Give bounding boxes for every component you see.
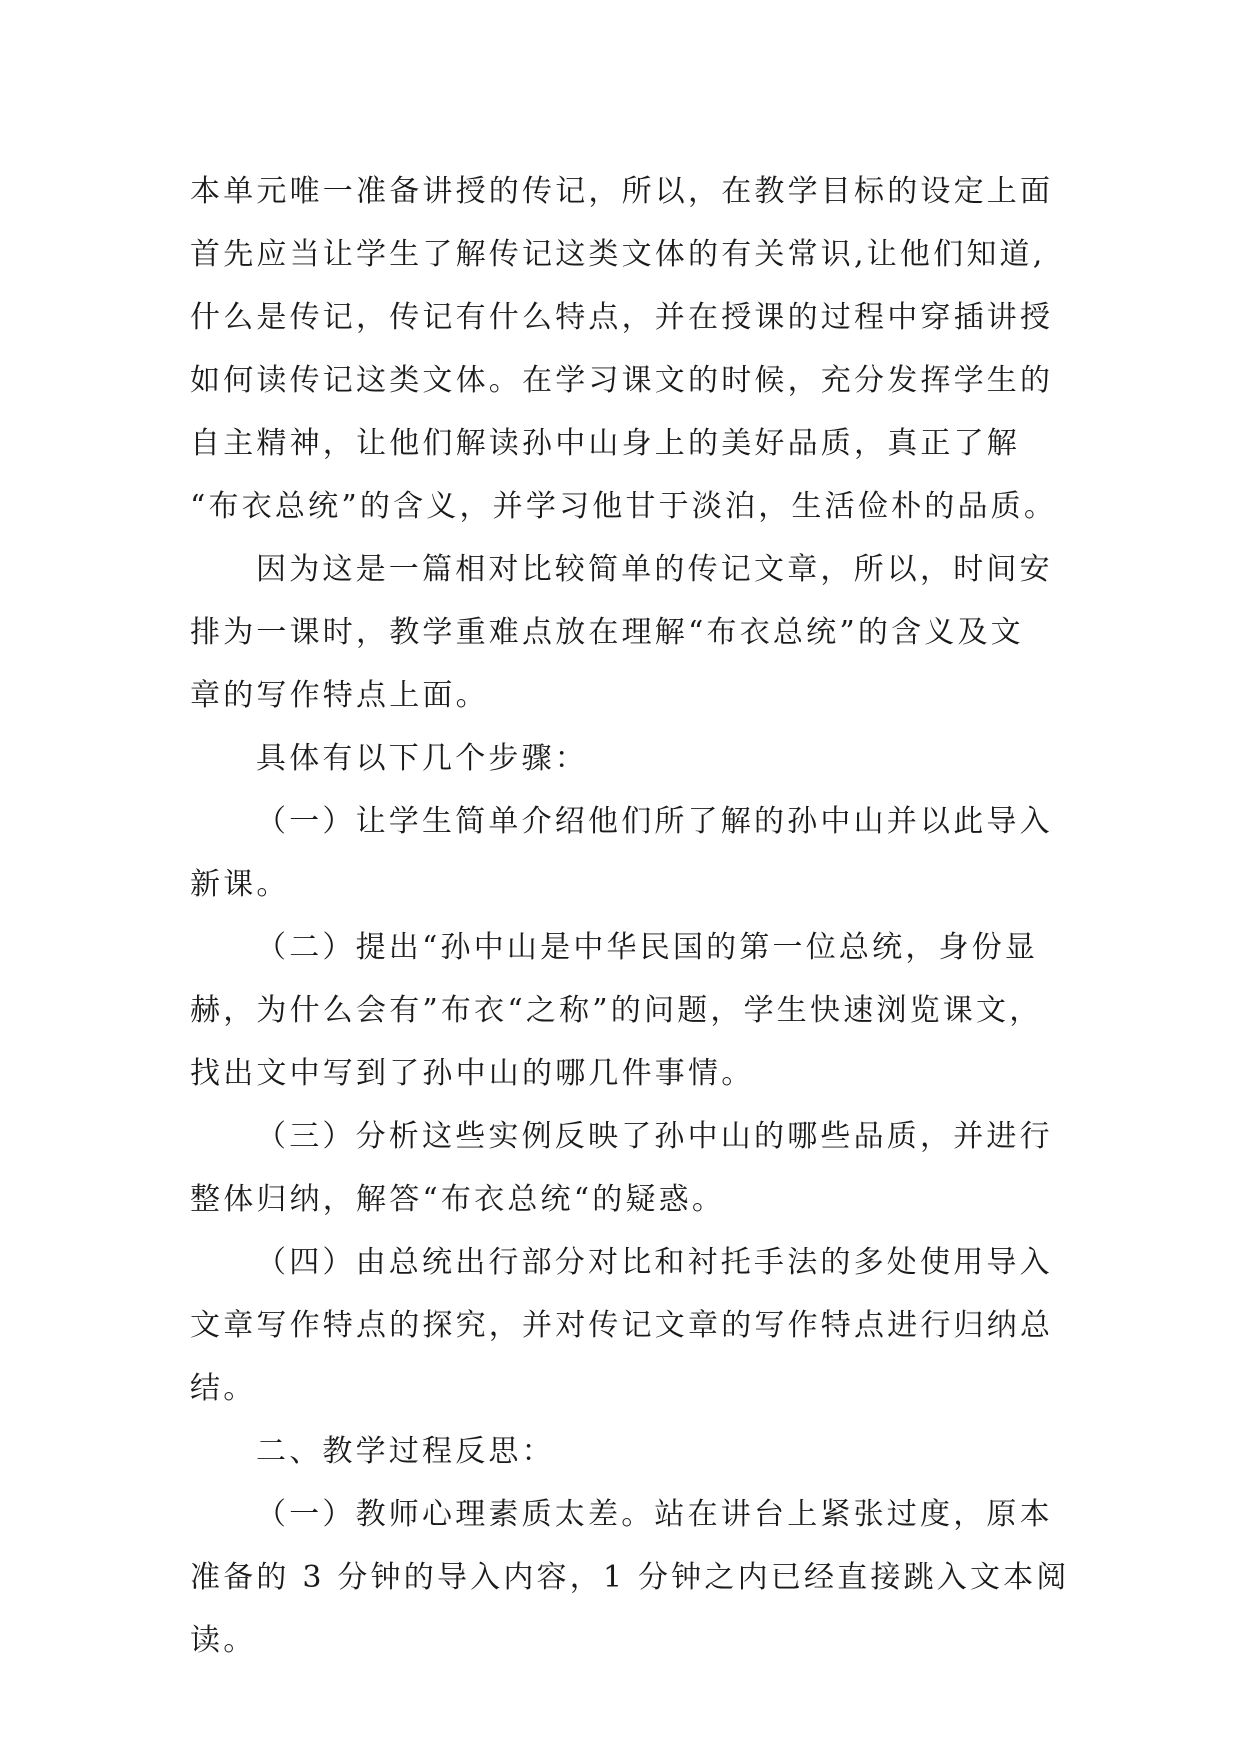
text-line: （三）分析这些实例反映了孙中山的哪些品质，并进行 [256,1119,1053,1154]
text-line: 排为一课时，教学重难点放在理解“布衣总统”的含义及文 [190,615,1024,650]
paragraph [190,160,1090,538]
text-line: 文章写作特点的探究，并对传记文章的写作特点进行归纳总 [190,1308,1054,1343]
paragraph [190,1420,1090,1483]
paragraph [190,538,1090,727]
text-line: 二、教学过程反思： [256,1434,555,1469]
paragraph [190,916,1090,1105]
paragraph [190,1483,1090,1672]
text-line: 首先应当让学生了解传记这类文体的有关常识,让他们知道, [190,237,1046,272]
text-line: 准备的 3 分钟的导入内容，1 分钟之内已经直接跳入文本阅 [190,1560,1070,1595]
paragraph [190,1105,1090,1231]
text-line: 具体有以下几个步骤： [256,741,588,776]
paragraph [190,727,1090,790]
text-line: （一）教师心理素质太差。站在讲台上紧张过度，原本 [256,1497,1053,1532]
text-line: 章的写作特点上面。 [190,678,489,713]
text-line: （四）由总统出行部分对比和衬托手法的多处使用导入 [256,1245,1053,1280]
text-line: “布衣总统”的含义，并学习他甘于淡泊，生活俭朴的品质。 [190,489,1058,524]
paragraph [190,1231,1090,1420]
text-line: （二）提出“孙中山是中华民国的第一位总统，身份显 [256,930,1039,965]
text-line: 什么是传记，传记有什么特点，并在授课的过程中穿插讲授 [190,300,1054,335]
text-line: （一）让学生简单介绍他们所了解的孙中山并以此导入 [256,804,1053,839]
text-line: 新课。 [190,867,290,902]
text-line: 整体归纳，解答“布衣总统“的疑惑。 [190,1182,726,1217]
text-line: 读。 [190,1623,257,1658]
text-line: 因为这是一篇相对比较简单的传记文章，所以，时间安 [256,552,1053,587]
text-line: 自主精神，让他们解读孙中山身上的美好品质，真正了解 [190,426,1020,461]
document-body [190,160,1090,1672]
text-line: 找出文中写到了孙中山的哪几件事情。 [190,1056,755,1091]
text-line: 如何读传记这类文体。在学习课文的时候，充分发挥学生的 [190,363,1054,398]
text-line: 赫，为什么会有”布衣“之称”的问题，学生快速浏览课文， [190,993,1043,1028]
text-line: 本单元唯一准备讲授的传记，所以，在教学目标的设定上面 [190,174,1054,209]
text-line: 结。 [190,1371,257,1406]
paragraph [190,790,1090,916]
